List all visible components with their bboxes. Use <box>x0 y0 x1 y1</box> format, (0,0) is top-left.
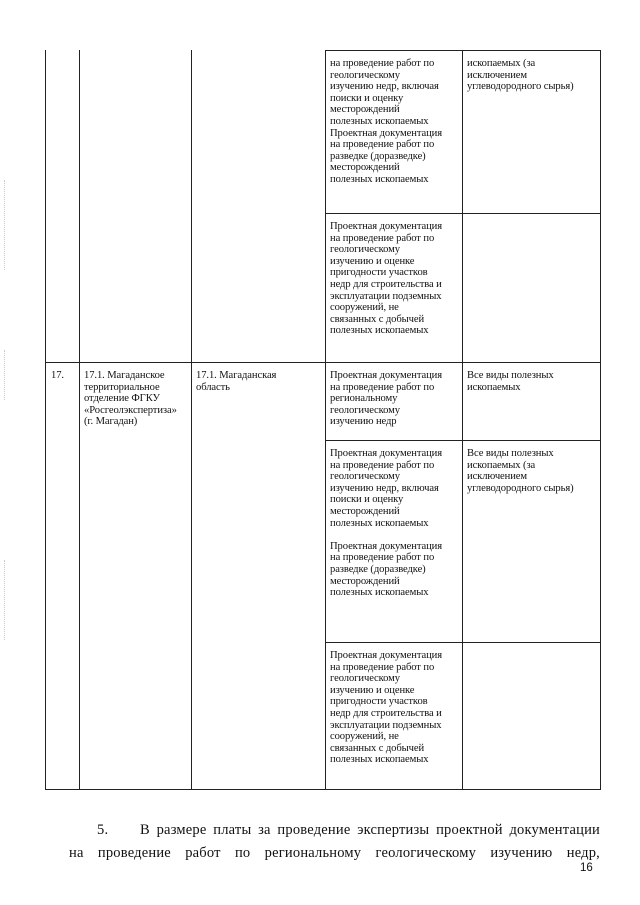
table-row-divider <box>325 440 601 441</box>
table-row-divider <box>325 213 601 214</box>
table-row-divider <box>45 362 601 363</box>
table-cell-document: на проведение работ по геологическому изучению недр, включая поиски и оценку месторождений полезных ископаемых Проектная документация на проведение работ по разведке (доразведке) месторождений полезных ископаемых <box>330 58 442 185</box>
paragraph-number: 5. <box>97 822 109 838</box>
page-number: 16 <box>580 862 593 874</box>
table-cell-department: 17.1. Магаданское территориальное отделение ФГКУ «Росгеолэкспертиза» (г. Магадан) <box>84 370 177 428</box>
table-col-divider <box>191 50 192 790</box>
table-cell-document: Проектная документация на проведение работ по региональному геологическому изучению недр <box>330 370 442 428</box>
table-border-right <box>600 50 601 790</box>
table-cell-document: Проектная документация на проведение работ по геологическому изучению и оценке пригодности участков недр для строительства и эксплуатации подземных сооружений, не связанных с добычей полезных ископаемых <box>330 221 442 337</box>
table-col-divider <box>325 50 326 790</box>
scan-margin-mark <box>4 350 6 400</box>
table-cell-minerals: Все виды полезных ископаемых <box>467 370 554 393</box>
table-row-divider <box>325 642 601 643</box>
scan-margin-mark <box>4 560 6 640</box>
paragraph-line: на проведение работ по региональному геологическому изучению недр, <box>69 845 600 861</box>
table-cell-document: Проектная документация на проведение работ по геологическому изучению недр, включая поиски и оценку месторождений полезных ископаемых Проектная документация на проведение работ по разведке (доразведке) месторождений полезных ископаемых <box>330 448 442 599</box>
paragraph-line: В размере платы за проведение экспертизы проектной документации <box>140 822 600 838</box>
table-cell-document: Проектная документация на проведение работ по геологическому изучению и оценке пригодности участков недр для строительства и эксплуатации подземных сооружений, не связанных с добычей полезных ископаемых <box>330 650 442 766</box>
table-top-border <box>325 50 601 51</box>
scan-margin-mark <box>4 180 6 270</box>
table-cell-region: 17.1. Магаданская область <box>196 370 277 393</box>
table-col-divider <box>462 50 463 790</box>
table-cell-minerals: ископаемых (за исключением углеводородного сырья) <box>467 58 574 93</box>
table-border-left <box>45 50 46 790</box>
table-cell-minerals: Все виды полезных ископаемых (за исключением углеводородного сырья) <box>467 448 574 494</box>
table-col-divider <box>79 50 80 790</box>
table-bottom-border <box>45 789 601 790</box>
table-cell-number: 17. <box>51 370 64 381</box>
